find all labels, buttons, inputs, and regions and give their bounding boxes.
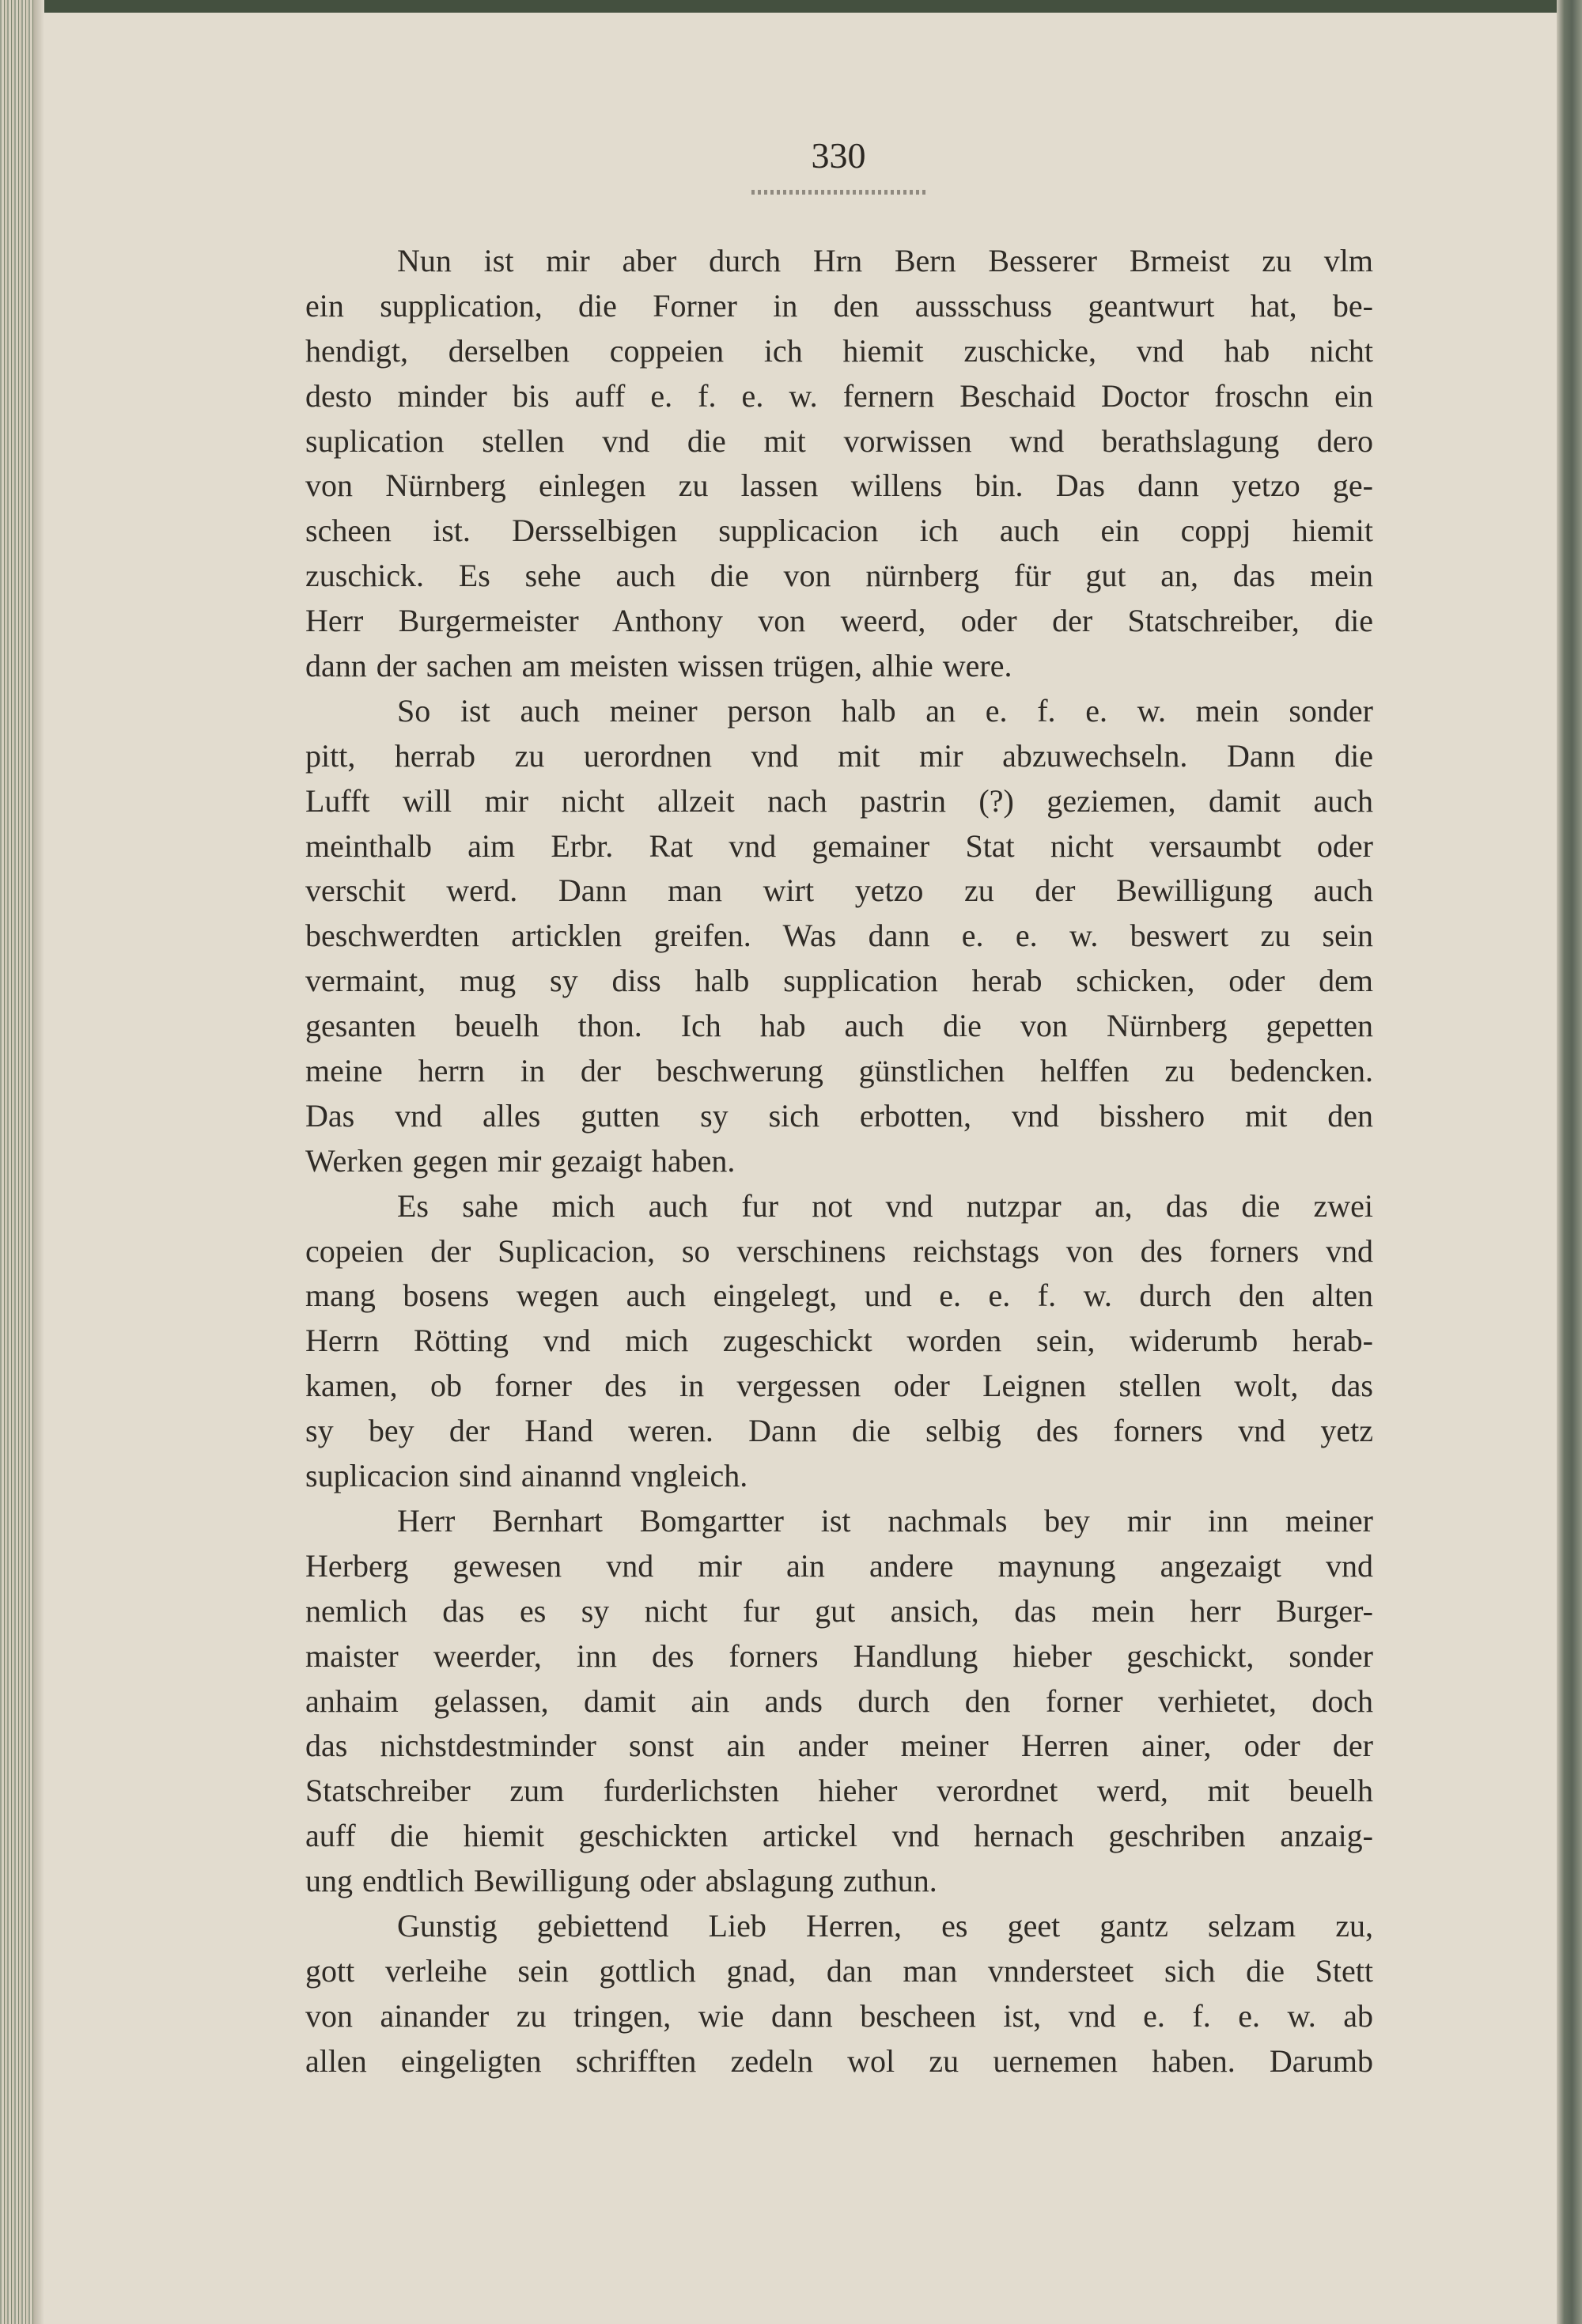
text-line: nemlich das es sy nicht fur gut ansich, das mein herr Burger- (305, 1592, 1373, 1629)
text-line: mang bosens wegen auch eingelegt, und e. e. f. w. durch den alten (305, 1277, 1373, 1314)
text-line: kamen, ob forner des in vergessen oder Leignen stellen wolt, das (305, 1368, 1373, 1404)
text-line: pitt, herrab zu uerordnen vnd mit mir abzuwechseln. Dann die (305, 737, 1373, 774)
text-line: maister weerder, inn des forners Handlung hieber geschickt, sonder (305, 1637, 1373, 1674)
text-line: hendigt, derselben coppeien ich hiemit zuschicke, vnd hab nicht (305, 332, 1373, 369)
text-line: auff die hiemit geschickten artickel vnd hernach geschriben anzaig- (305, 1818, 1373, 1854)
text-line: vermaint, mug sy diss halb supplication herab schicken, oder dem (305, 963, 1373, 999)
paragraph-first-line: Herr Bernhart Bomgartter ist nachmals bey mir inn meiner (397, 1502, 1373, 1539)
text-line: anhaim gelassen, damit ain ands durch den forner verhietet, doch (305, 1682, 1373, 1719)
text-line: Herberg gewesen vnd mir ain andere maynung angezaigt vnd (305, 1547, 1373, 1584)
paragraph-first-line: Nun ist mir aber durch Hrn Bern Besserer Brmeist zu vlm (397, 243, 1373, 278)
text-line: von ainander zu tringen, wie dann bescheen ist, vnd e. f. e. w. ab (305, 1997, 1373, 2034)
text-line: sy bey der Hand weren. Dann die selbig des forners vnd yetz (305, 1413, 1373, 1449)
text-line: verschit werd. Dann man wirt yetzo zu der Bewilligung auch (305, 872, 1373, 909)
text-line: scheen ist. Dersselbigen supplicacion ich auch ein coppj hiemit (305, 513, 1373, 549)
text-line: copeien der Suplicacion, so verschinens reichstags von des forners vnd (305, 1232, 1373, 1269)
page-number: 330 (811, 135, 866, 176)
text-line: allen eingeligten schrifften zedeln wol zu uernemen haben. Darumb (305, 2042, 1373, 2079)
book-page-stack-edge (0, 0, 33, 2324)
text-line: Werken gegen mir gezaigt haben. (305, 1142, 736, 1179)
text-line: Lufft will mir nicht allzeit nach pastrin (?) geziemen, damit auch (305, 782, 1373, 819)
book-cover-edge (1557, 0, 1582, 2324)
text-line: ein supplication, die Forner in den aussschuss geantwurt hat, be- (305, 287, 1373, 324)
book-top-edge (0, 0, 1582, 13)
text-line: suplication stellen vnd die mit vorwissen wnd berathslagung dero (305, 422, 1373, 459)
text-line: dann der sachen am meisten wissen trügen, alhie were. (305, 648, 1012, 684)
text-line: gott verleihe sein gottlich gnad, dan man vnndersteet sich die Stett (305, 1952, 1373, 1989)
text-line: Herrn Rötting vnd mich zugeschickt worden sein, widerumb herab- (305, 1323, 1373, 1359)
text-line: ung endtlich Bewilligung oder abslagung zuthun. (305, 1863, 937, 1899)
text-line: beschwerdten articklen greifen. Was dann e. e. w. beswert zu sein (305, 918, 1373, 954)
paragraph-first-line: Gunstig gebiettend Lieb Herren, es geet gantz selzam zu, (397, 1907, 1373, 1944)
text-line: Herr Burgermeister Anthony von weerd, oder der Statschreiber, die (305, 603, 1373, 639)
text-line: von Nürnberg einlegen zu lassen willens bin. Das dann yetzo ge- (305, 467, 1373, 504)
paragraph-first-line: So ist auch meiner person halb an e. f. e. w. mein sonder (397, 692, 1373, 729)
text-line: zuschick. Es sehe auch die von nürnberg für gut an, das mein (305, 558, 1373, 594)
gutter-shadow (33, 0, 44, 2324)
paragraph-first-line: Es sahe mich auch fur not vnd nutzpar an, das die zwei (397, 1187, 1373, 1224)
text-line: Das vnd alles gutten sy sich erbotten, vnd bisshero mit den (305, 1097, 1373, 1134)
text-line: meine herrn in der beschwerung günstlichen helffen zu bedencken. (305, 1053, 1373, 1089)
text-line: desto minder bis auff e. f. e. w. fernern Beschaid Doctor froschn ein (305, 377, 1373, 414)
text-line: suplicacion sind ainannd vngleich. (305, 1458, 748, 1494)
text-line: das nichstdestminder sonst ain ander meiner Herren ainer, oder der (305, 1728, 1373, 1764)
text-line: meinthalb aim Erbr. Rat vnd gemainer Stat nicht versaumbt oder (305, 827, 1373, 864)
text-line: gesanten beuelh thon. Ich hab auch die von Nürnberg gepetten (305, 1008, 1373, 1044)
body-text (305, 239, 1373, 2084)
page-number-rule (751, 190, 925, 195)
text-line: Statschreiber zum furderlichsten hieher verordnet werd, mit beuelh (305, 1773, 1373, 1809)
